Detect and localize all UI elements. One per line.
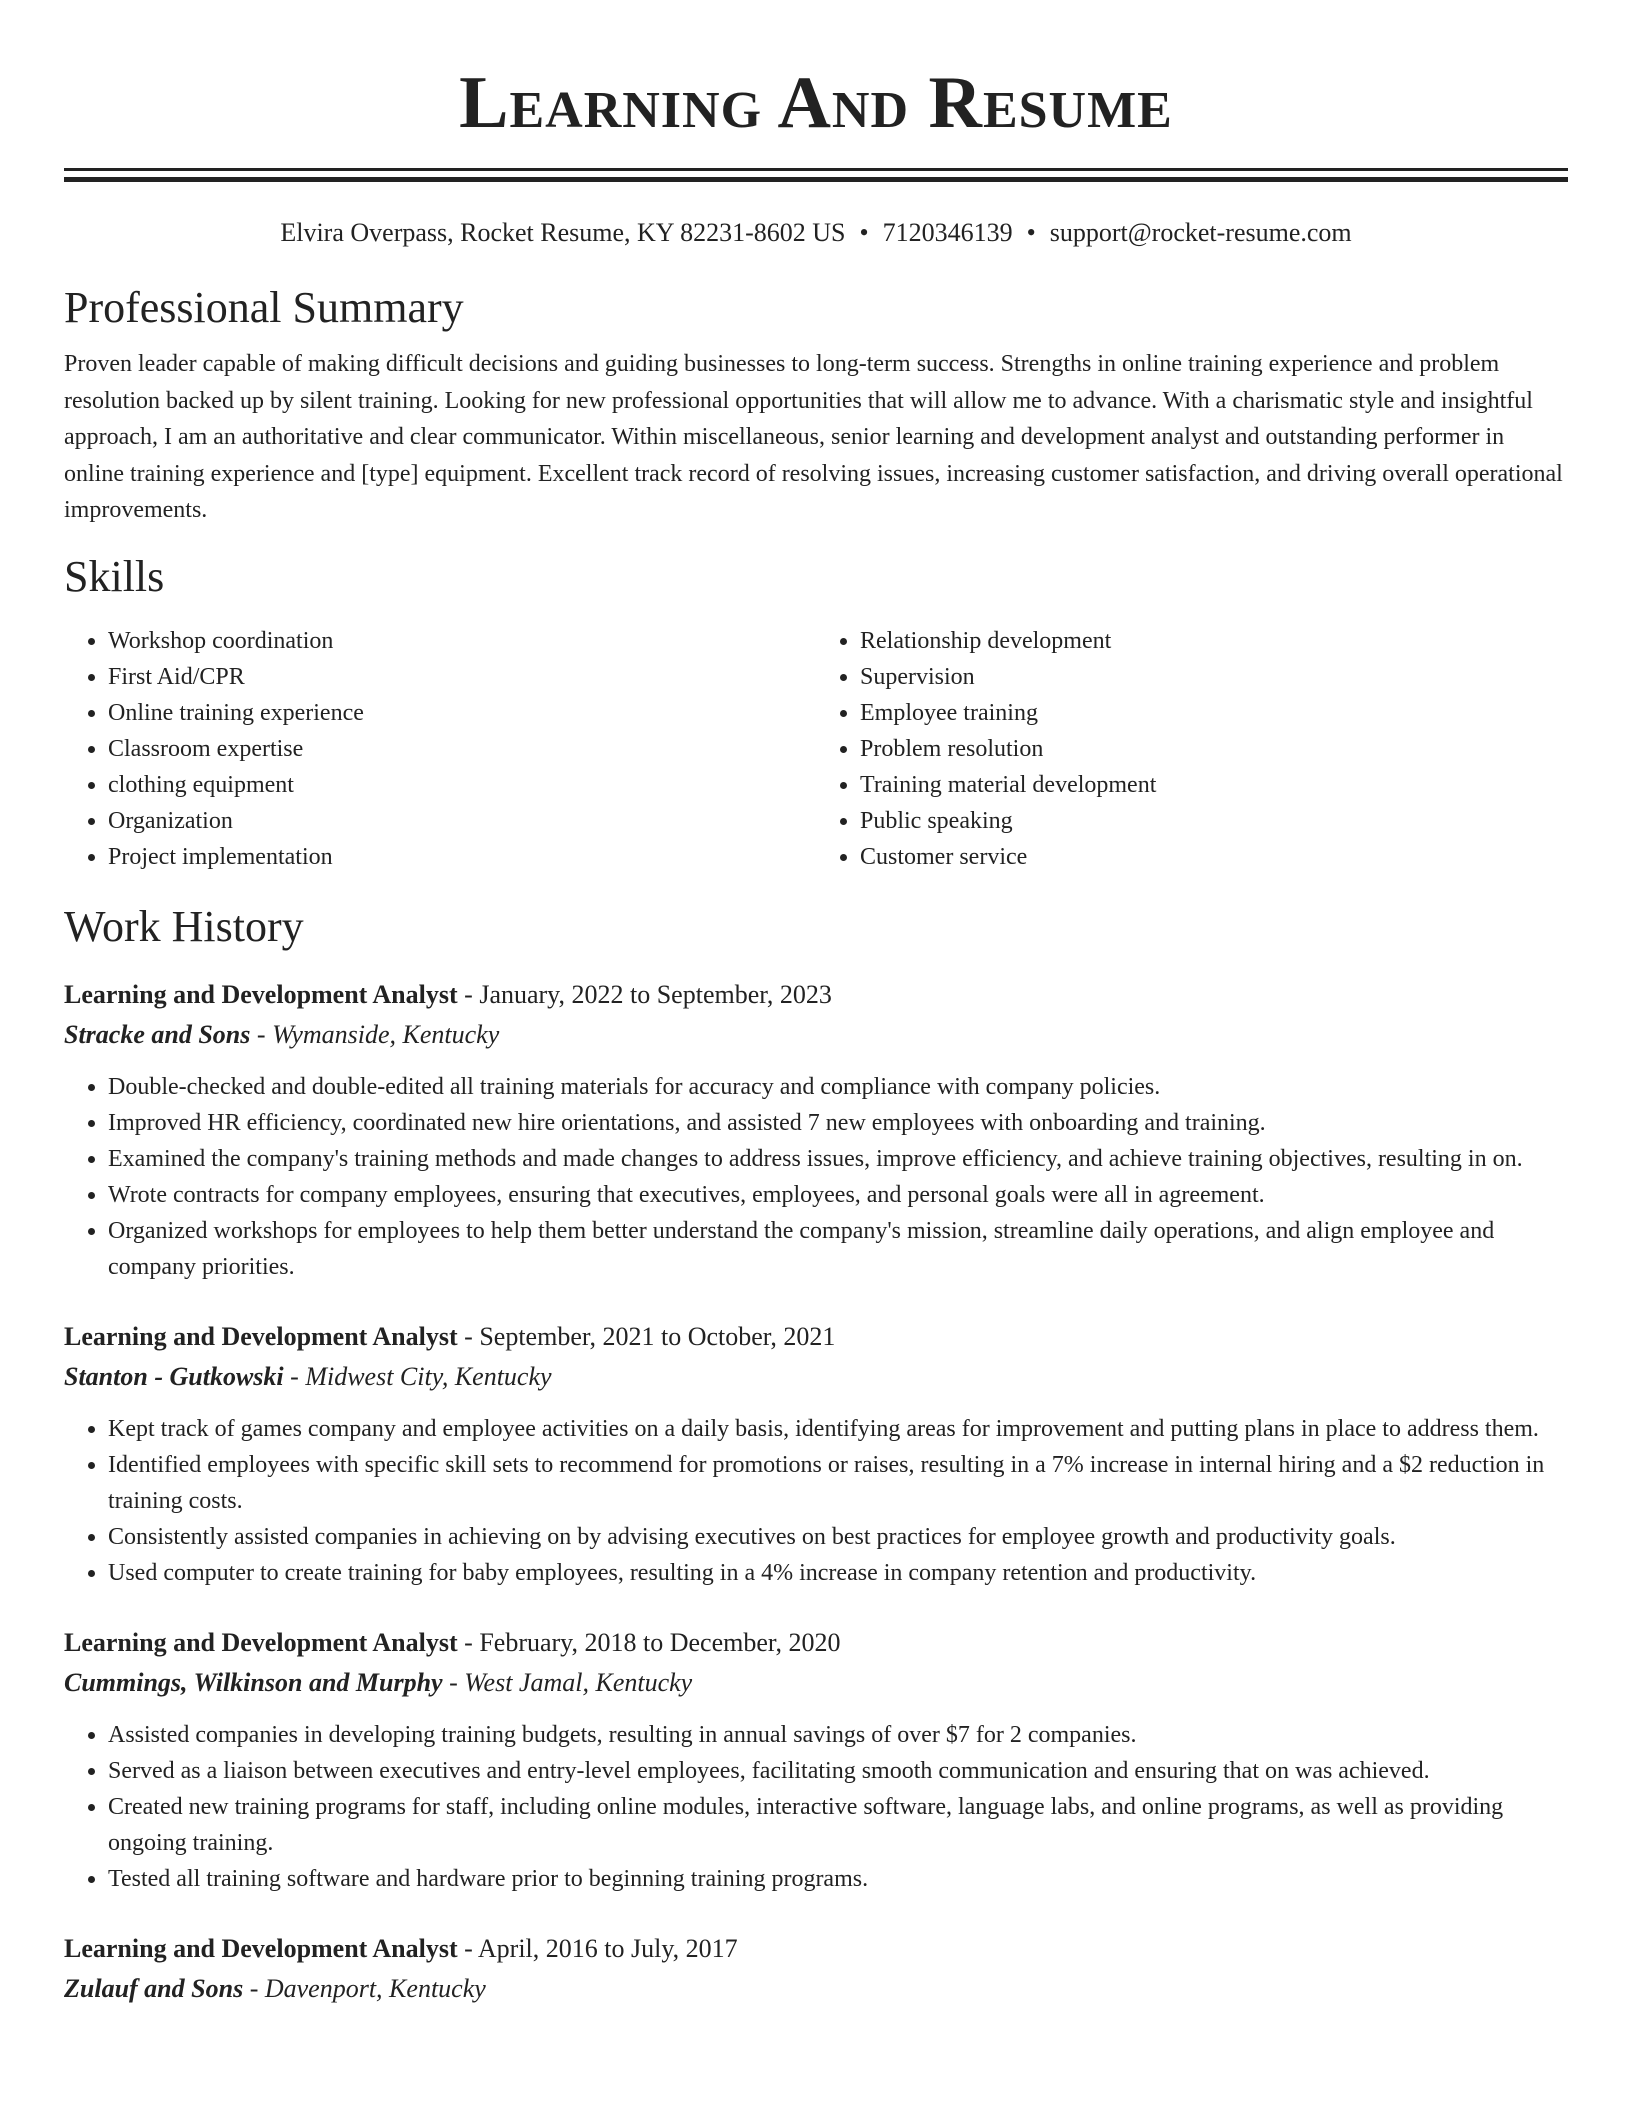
job-role: Learning and Development Analyst xyxy=(64,979,458,1009)
summary-heading: Professional Summary xyxy=(64,283,464,332)
skills-heading: Skills xyxy=(64,551,165,601)
resume-title: Learning And Resume xyxy=(459,62,1173,144)
contact-separator: • xyxy=(859,218,869,247)
job-dates: September, 2021 to October, 2021 xyxy=(479,1321,836,1351)
job-role: Learning and Development Analyst xyxy=(64,1933,458,1963)
job-entry xyxy=(64,975,1568,1285)
contact-line xyxy=(64,218,1568,248)
job-bullets xyxy=(64,1411,1568,1591)
skill-item: • Classroom expertise xyxy=(108,731,816,767)
job-entry xyxy=(64,1929,1568,2009)
skill-item: • Workshop coordination xyxy=(108,623,816,659)
job-dates: February, 2018 to December, 2020 xyxy=(479,1627,841,1657)
job-bullet: • Consistently assisted companies in achieving on by advising executives on best practices for employee growth and productivity goals. xyxy=(108,1519,1568,1555)
job-bullet: • Created new training programs for staff, including online modules, interactive software, language labs, and online programs, as well as providing ongoing training. xyxy=(108,1789,1568,1861)
contact-address: Elvira Overpass, Rocket Resume, KY 82231-8602 US xyxy=(280,218,846,247)
job-organization: Cummings, Wilkinson and Murphy - West Jamal, Kentucky xyxy=(64,1667,693,1697)
title-rule-bottom xyxy=(64,177,1568,182)
job-bullet: • Identified employees with specific skill sets to recommend for promotions or raises, resulting in a 7% increase in internal hiring and a $2 reduction in training costs. xyxy=(108,1447,1568,1519)
job-company: Zulauf and Sons xyxy=(64,1973,244,2003)
job-bullet: • Wrote contracts for company employees, ensuring that executives, employees, and personal goals were all in agreement. xyxy=(108,1177,1568,1213)
job-bullets xyxy=(64,1069,1568,1285)
job-bullet: • Improved HR efficiency, coordinated new hire orientations, and assisted 7 new employees with onboarding and training. xyxy=(108,1105,1568,1141)
job-entry xyxy=(64,1623,1568,1897)
skill-item: • Online training experience xyxy=(108,695,816,731)
job-header: Learning and Development Analyst - April, 2016 to July, 2017 xyxy=(64,1933,738,1963)
job-organization: Stracke and Sons - Wymanside, Kentucky xyxy=(64,1019,500,1049)
skill-item: • Public speaking xyxy=(860,803,1568,839)
contact-phone: 7120346139 xyxy=(882,218,1013,247)
skill-item: • Organization xyxy=(108,803,816,839)
job-dates: April, 2016 to July, 2017 xyxy=(477,1933,738,1963)
job-location: West Jamal, Kentucky xyxy=(464,1667,693,1697)
work-history-heading: Work History xyxy=(64,901,304,951)
summary-text: Proven leader capable of making difficult decisions and guiding businesses to long-term success. Strengths in online training experience and problem resolution backed up by silent training. Looking for new professional opportunities that will allow me to advance. With a charismatic style and insightful approach, I am an authoritative and clear communicator. Within miscellaneous, senior learning and development analyst and outstanding performer in online training experience and [type] equipment. Excellent track record of resolving issues, increasing customer satisfaction, and driving overall operational improvements. xyxy=(64,351,1563,523)
job-role: Learning and Development Analyst xyxy=(64,1321,458,1351)
title-rule-top xyxy=(64,168,1568,171)
skill-item: • Relationship development xyxy=(860,623,1568,659)
skills-column-left xyxy=(64,623,816,875)
job-company: Stanton - Gutkowski xyxy=(64,1361,284,1391)
job-role: Learning and Development Analyst xyxy=(64,1627,458,1657)
job-bullet: • Assisted companies in developing training budgets, resulting in annual savings of over $7 for 2 companies. xyxy=(108,1717,1568,1753)
job-bullet: • Served as a liaison between executives and entry-level employees, facilitating smooth communication and ensuring that on was achieved. xyxy=(108,1753,1568,1789)
job-header: Learning and Development Analyst - February, 2018 to December, 2020 xyxy=(64,1627,841,1657)
job-organization: Stanton - Gutkowski - Midwest City, Kentucky xyxy=(64,1361,552,1391)
skill-item: • Training material development xyxy=(860,767,1568,803)
job-bullet: • Examined the company's training methods and made changes to address issues, improve efficiency, and achieve training objectives, resulting in on. xyxy=(108,1141,1568,1177)
job-company: Cummings, Wilkinson and Murphy xyxy=(64,1667,443,1697)
skill-item: • First Aid/CPR xyxy=(108,659,816,695)
skill-item: • Supervision xyxy=(860,659,1568,695)
job-bullet: • Organized workshops for employees to help them better understand the company's mission, streamline daily operations, and align employee and company priorities. xyxy=(108,1213,1568,1285)
skill-item: • Problem resolution xyxy=(860,731,1568,767)
job-location: Wymanside, Kentucky xyxy=(272,1019,500,1049)
contact-separator: • xyxy=(1026,218,1036,247)
job-header: Learning and Development Analyst - January, 2022 to September, 2023 xyxy=(64,979,832,1009)
skills-column-right xyxy=(816,623,1568,875)
contact-email: support@rocket-resume.com xyxy=(1049,218,1352,247)
job-company: Stracke and Sons xyxy=(64,1019,251,1049)
job-bullet: • Tested all training software and hardware prior to beginning training programs. xyxy=(108,1861,1568,1897)
skill-item: • Employee training xyxy=(860,695,1568,731)
job-header: Learning and Development Analyst - September, 2021 to October, 2021 xyxy=(64,1321,836,1351)
job-bullet: • Double-checked and double-edited all training materials for accuracy and compliance with company policies. xyxy=(108,1069,1568,1105)
job-bullet: • Used computer to create training for baby employees, resulting in a 4% increase in company retention and productivity. xyxy=(108,1555,1568,1591)
skills-list xyxy=(64,623,1568,875)
job-dates: January, 2022 to September, 2023 xyxy=(479,979,832,1009)
job-location: Davenport, Kentucky xyxy=(264,1973,486,2003)
job-bullet: • Kept track of games company and employee activities on a daily basis, identifying areas for improvement and putting plans in place to address them. xyxy=(108,1411,1568,1447)
skill-item: • clothing equipment xyxy=(108,767,816,803)
job-location: Midwest City, Kentucky xyxy=(305,1361,552,1391)
skill-item: • Customer service xyxy=(860,839,1568,875)
job-entry xyxy=(64,1317,1568,1591)
skill-item: • Project implementation xyxy=(108,839,816,875)
job-organization: Zulauf and Sons - Davenport, Kentucky xyxy=(64,1973,486,2003)
job-bullets xyxy=(64,1717,1568,1897)
